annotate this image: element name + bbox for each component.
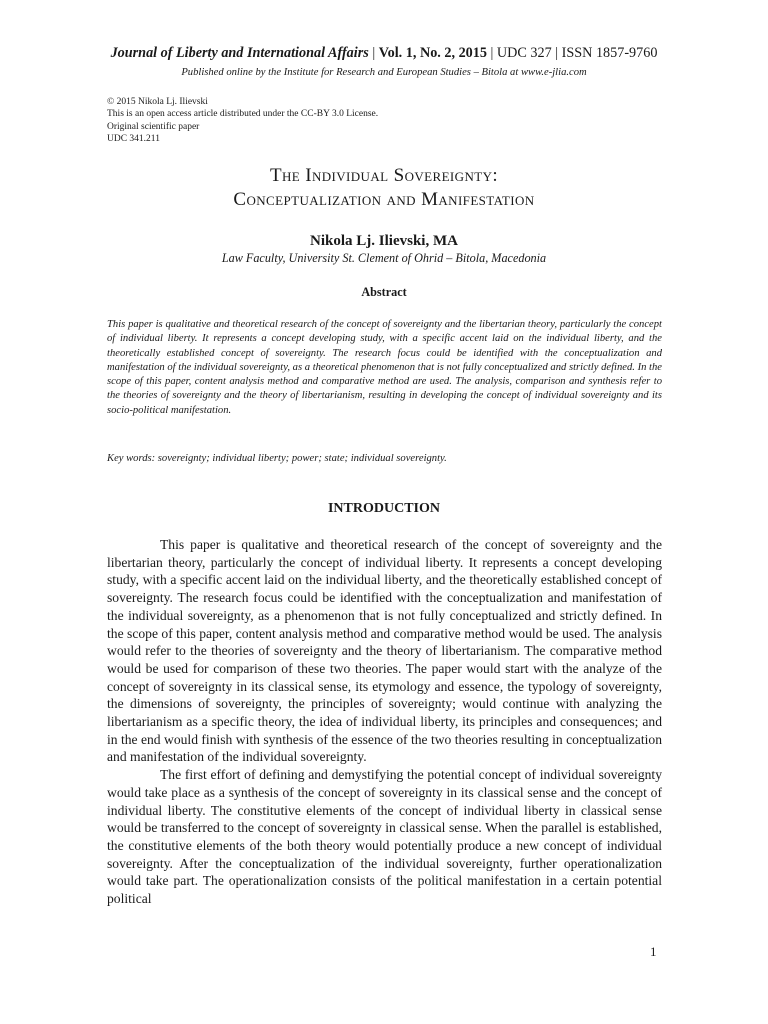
publisher-line: Published online by the Institute for Research and European Studies – Bitola at www.e-jlia.com [181,67,587,78]
abstract-heading: Abstract [361,285,407,299]
journal-header [0,44,768,62]
author-affiliation: Law Faculty, University St. Clement of Ohrid – Bitola, Macedonia [221,251,547,265]
title-line-2: Conceptualization and Manifestation [233,189,535,210]
introduction-body [107,536,662,908]
header-separator: | [368,45,379,61]
udc-code-line: UDC 341.211 [107,134,160,145]
title-line-1: The Individual Sovereignty: [269,165,499,186]
header-separator: | [551,45,562,61]
journal-udc: UDC 327 [496,45,552,61]
section-heading-introduction: INTRODUCTION [327,501,440,516]
copyright-line: © 2015 Nikola Lj. Ilievski [107,97,208,107]
page-number: 1 [650,944,657,959]
body-paragraph: The first effort of defining and demystifying the potential concept of individual sovereignty would take place as a synthesis of the concept of sovereignty in its classical sense and the concept of individual liberty. The constitutive elements of the concept of individual liberty in classical sense would be transferred to the concept of sovereignty in classical sense. When the parallel is established, the constitutive elements of the both theory would potentially produce a new concept of individual sovereignty. After the conceptualization of the individual sovereignty, further operationalization would take part. The operationalization consists of the political manifestation in a certain potential political [107,767,662,907]
paper-type-line: Original scientific paper [107,121,200,132]
abstract-text: This paper is qualitative and theoretical research of the concept of sovereignty and the libertarian theory, particularly the concept of individual liberty. It represents a concept developing study, with a specific accent laid on the individual liberty, and the theoretically established concept of sovereignty. The research focus could be identified with the conceptualization and manifestation of the individual sovereignty, as a theoretical phenomenon that is not fully conceptualized and strictly defined. In the scope of this paper, content analysis method and comparative method are used. The analysis, comparison and synthesis refer to the theories of sovereignty and the theory of libertarianism, resulting in developing the concept of individual sovereignty and its socio-political manifestation. [107,319,662,416]
article-meta [107,96,378,146]
keywords-line: Key words: sovereignty; individual liberty; power; state; individual sovereignty. [107,453,447,464]
journal-volume: Vol. 1, No. 2, 2015 [378,45,487,61]
author-name: Nikola Lj. Ilievski, MA [310,233,458,249]
article-title [0,164,768,212]
header-separator: | [486,45,497,61]
body-paragraph: This paper is qualitative and theoretical research of the concept of sovereignty and the libertarian theory, particularly the concept of individual liberty. It represents a concept developing study, with a specific accent laid on the individual liberty, and the theoretically established concept of sovereignty. The research focus could be identified with the conceptualization and manifestation of the individual sovereignty, as a phenomenon that is not fully conceptualized and strictly defined. In the scope of this paper, content analysis method and comparative method would be used. The analysis would refer to the theories of sovereignty and the theory of libertarianism. The comparative method would be used for comparison of these two theories. The paper would start with the analyze of the concept of sovereignty in its classical sense, its etymology and essence, the typology of sovereignty, the dimensions of sovereignty, the principles of sovereignty; would continue with analyzing the libertarianism as a specific theory, the idea of individual liberty, its principles and consequences; and in the end would finish with synthesis of the essence of the two theories resulting in conceptualization and manifestation of the individual sovereignty. [107,537,662,765]
journal-issn: ISSN 1857-9760 [561,45,658,61]
license-line: This is an open access article distributed under the CC-BY 3.0 License. [107,109,379,120]
journal-name: Journal of Liberty and International Affairs [110,45,369,61]
